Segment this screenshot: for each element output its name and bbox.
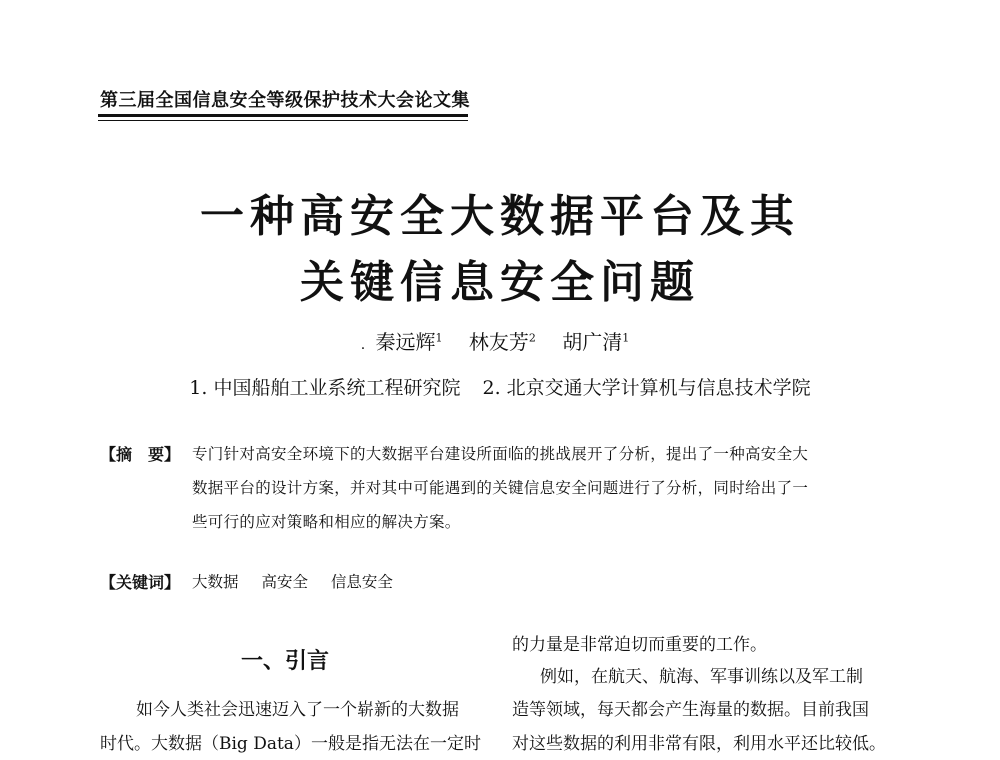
abstract-line: 些可行的应对策略和相应的解决方案。 bbox=[192, 513, 461, 531]
body-text-line: 的力量是非常迫切而重要的工作。 bbox=[512, 635, 767, 655]
keyword: 高安全 bbox=[261, 573, 308, 591]
author: 林友芳$^2$ bbox=[468, 330, 536, 354]
running-header: 第三届全国信息安全等级保护技术大会论文集 bbox=[100, 90, 470, 111]
header-rule-thin bbox=[98, 120, 468, 121]
body-text-line: 如今人类社会迅速迈入了一个崭新的大数据 bbox=[136, 700, 459, 720]
keyword-list bbox=[192, 570, 411, 592]
body-text-line: 例如，在航天、航海、军事训练以及军工制 bbox=[540, 667, 863, 687]
abstract-line: 专门针对高安全环境下的大数据平台建设所面临的挑战展开了分析，提出了一种高安全大 bbox=[192, 445, 809, 463]
section-heading: 一、引言 bbox=[240, 649, 329, 674]
body-text-line: 对这些数据的利用非常有限，利用水平还比较低。 bbox=[512, 734, 886, 754]
abstract-line: 数据平台的设计方案，并对其中可能遇到的关键信息安全问题进行了分析，同时给出了一 bbox=[192, 479, 809, 497]
paper-title-line-2: 关键信息安全问题 bbox=[300, 257, 700, 308]
stray-mark: . bbox=[360, 337, 366, 353]
keyword: 大数据 bbox=[192, 573, 239, 591]
affiliation: 1. 中国船舶工业系统工程研究院 bbox=[189, 377, 461, 399]
author: 胡广清$^1$ bbox=[562, 330, 630, 354]
keywords-label: 【关键词】 bbox=[100, 573, 181, 592]
author: 秦远辉$^1$ bbox=[375, 330, 443, 354]
affiliation-marker: 1 bbox=[435, 331, 443, 345]
body-text-line: 时代。大数据（Big Data）一般是指无法在一定时 bbox=[100, 734, 481, 754]
abstract-label: 【摘 要】 bbox=[100, 445, 181, 464]
affiliation-marker: 2 bbox=[528, 331, 536, 345]
affiliation: 2. 北京交通大学计算机与信息技术学院 bbox=[482, 377, 811, 399]
affiliation-marker: 1 bbox=[622, 331, 630, 345]
author-list bbox=[0, 326, 1000, 355]
paper-title-line-1: 一种高安全大数据平台及其 bbox=[200, 191, 800, 242]
affiliation-list bbox=[0, 373, 1000, 400]
keyword: 信息安全 bbox=[330, 573, 393, 591]
body-text-line: 造等领域，每天都会产生海量的数据。目前我国 bbox=[512, 700, 869, 720]
header-rule bbox=[98, 114, 468, 117]
